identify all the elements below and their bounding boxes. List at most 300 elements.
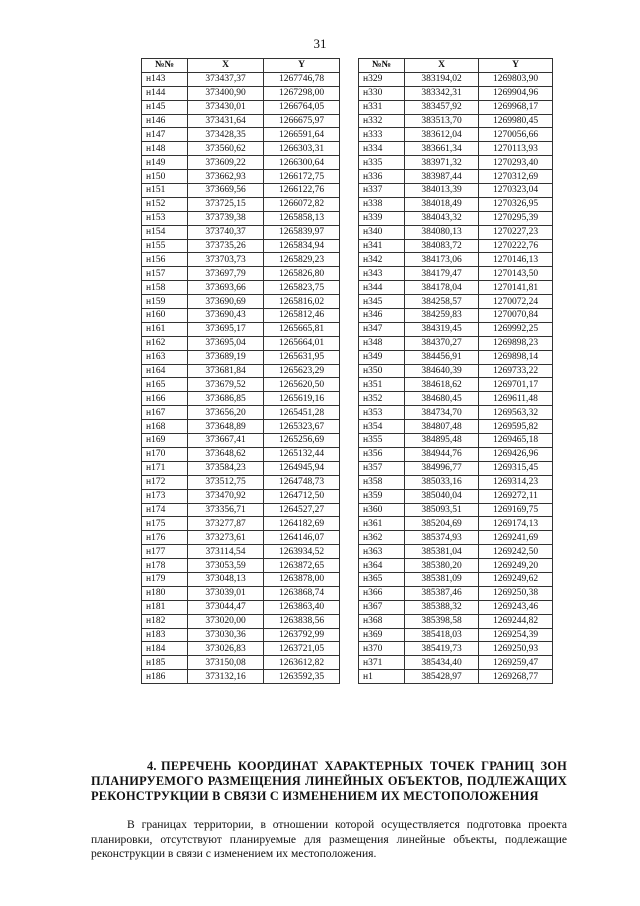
point-number-cell: н366 — [359, 586, 405, 600]
table-row — [359, 406, 553, 420]
y-coordinate-cell: 1270072,24 — [479, 295, 553, 309]
header-y: Y — [479, 59, 553, 73]
x-coordinate-cell: 373030,36 — [188, 628, 264, 642]
table-row — [142, 336, 340, 350]
table-row — [359, 447, 553, 461]
y-coordinate-cell: 1269259,47 — [479, 656, 553, 670]
y-coordinate-cell: 1263721,05 — [264, 642, 340, 656]
table-row — [359, 434, 553, 448]
point-number-cell: н331 — [359, 100, 405, 114]
table-header-row — [359, 59, 553, 73]
table-row — [142, 267, 340, 281]
x-coordinate-cell: 385093,51 — [405, 503, 479, 517]
point-number-cell: н338 — [359, 197, 405, 211]
y-coordinate-cell: 1269254,39 — [479, 628, 553, 642]
x-coordinate-cell: 383457,92 — [405, 100, 479, 114]
x-coordinate-cell: 385381,04 — [405, 545, 479, 559]
x-coordinate-cell: 385428,97 — [405, 670, 479, 684]
point-number-cell: н168 — [142, 420, 188, 434]
y-coordinate-cell: 1269898,14 — [479, 350, 553, 364]
table-row — [142, 586, 340, 600]
table-row — [359, 309, 553, 323]
point-number-cell: н334 — [359, 142, 405, 156]
point-number-cell: н365 — [359, 572, 405, 586]
section-heading — [91, 759, 567, 804]
y-coordinate-cell: 1270146,13 — [479, 253, 553, 267]
header-point-number: №№ — [359, 59, 405, 73]
y-coordinate-cell: 1269992,25 — [479, 322, 553, 336]
section-paragraph: В границах территории, в отношении которой осуществляется подготовка проекта планировки, отсутствуют планируемые для размещения линейные объекты, подлежащие реконструкции в связи с изменением их местоположения. — [91, 818, 567, 860]
x-coordinate-cell: 373512,75 — [188, 475, 264, 489]
point-number-cell: н360 — [359, 503, 405, 517]
point-number-cell: н356 — [359, 447, 405, 461]
table-row — [142, 670, 340, 684]
table-row — [142, 295, 340, 309]
table-row — [142, 309, 340, 323]
table-row — [359, 197, 553, 211]
point-number-cell: н155 — [142, 239, 188, 253]
x-coordinate-cell: 373609,22 — [188, 156, 264, 170]
table-row — [359, 503, 553, 517]
x-coordinate-cell: 385040,04 — [405, 489, 479, 503]
point-number-cell: н348 — [359, 336, 405, 350]
x-coordinate-cell: 373689,19 — [188, 350, 264, 364]
table-row — [359, 128, 553, 142]
x-coordinate-cell: 384944,76 — [405, 447, 479, 461]
x-coordinate-cell: 373740,37 — [188, 225, 264, 239]
x-coordinate-cell: 383987,44 — [405, 170, 479, 184]
x-coordinate-cell: 373273,61 — [188, 531, 264, 545]
table-row — [142, 128, 340, 142]
table-row — [142, 86, 340, 100]
y-coordinate-cell: 1265829,23 — [264, 253, 340, 267]
x-coordinate-cell: 385204,69 — [405, 517, 479, 531]
point-number-cell: н352 — [359, 392, 405, 406]
x-coordinate-cell: 384018,49 — [405, 197, 479, 211]
y-coordinate-cell: 1269169,75 — [479, 503, 553, 517]
point-number-cell: н178 — [142, 559, 188, 573]
table-row — [359, 670, 553, 684]
table-row — [142, 406, 340, 420]
x-coordinate-cell: 373431,64 — [188, 114, 264, 128]
y-coordinate-cell: 1270323,04 — [479, 184, 553, 198]
point-number-cell: н342 — [359, 253, 405, 267]
x-coordinate-cell: 373703,73 — [188, 253, 264, 267]
point-number-cell: н167 — [142, 406, 188, 420]
y-coordinate-cell: 1270312,69 — [479, 170, 553, 184]
y-coordinate-cell: 1265623,29 — [264, 364, 340, 378]
x-coordinate-cell: 373150,08 — [188, 656, 264, 670]
table-row — [359, 225, 553, 239]
table-row — [142, 572, 340, 586]
x-coordinate-cell: 373026,83 — [188, 642, 264, 656]
x-coordinate-cell: 384680,45 — [405, 392, 479, 406]
point-number-cell: н165 — [142, 378, 188, 392]
point-number-cell: н362 — [359, 531, 405, 545]
table-row — [359, 475, 553, 489]
table-row — [359, 364, 553, 378]
table-row — [359, 642, 553, 656]
y-coordinate-cell: 1270295,39 — [479, 211, 553, 225]
point-number-cell: н161 — [142, 322, 188, 336]
point-number-cell: н355 — [359, 434, 405, 448]
section-number: 4. — [147, 759, 157, 773]
table-row — [142, 461, 340, 475]
point-number-cell: н339 — [359, 211, 405, 225]
y-coordinate-cell: 1263792,99 — [264, 628, 340, 642]
y-coordinate-cell: 1269249,20 — [479, 559, 553, 573]
point-number-cell: н174 — [142, 503, 188, 517]
y-coordinate-cell: 1269268,77 — [479, 670, 553, 684]
x-coordinate-cell: 373560,62 — [188, 142, 264, 156]
header-point-number: №№ — [142, 59, 188, 73]
table-row — [359, 656, 553, 670]
y-coordinate-cell: 1269174,13 — [479, 517, 553, 531]
x-coordinate-cell: 373681,84 — [188, 364, 264, 378]
point-number-cell: н337 — [359, 184, 405, 198]
header-x: X — [405, 59, 479, 73]
x-coordinate-cell: 384370,27 — [405, 336, 479, 350]
y-coordinate-cell: 1270222,76 — [479, 239, 553, 253]
table-row — [359, 239, 553, 253]
x-coordinate-cell: 373039,01 — [188, 586, 264, 600]
y-coordinate-cell: 1269465,18 — [479, 434, 553, 448]
x-coordinate-cell: 373584,23 — [188, 461, 264, 475]
y-coordinate-cell: 1265858,13 — [264, 211, 340, 225]
x-coordinate-cell: 373662,93 — [188, 170, 264, 184]
table-row — [142, 489, 340, 503]
x-coordinate-cell: 373356,71 — [188, 503, 264, 517]
point-number-cell: н340 — [359, 225, 405, 239]
point-number-cell: н146 — [142, 114, 188, 128]
point-number-cell: н335 — [359, 156, 405, 170]
y-coordinate-cell: 1265812,46 — [264, 309, 340, 323]
y-coordinate-cell: 1270326,95 — [479, 197, 553, 211]
point-number-cell: н367 — [359, 600, 405, 614]
point-number-cell: н156 — [142, 253, 188, 267]
x-coordinate-cell: 373725,15 — [188, 197, 264, 211]
table-row — [142, 72, 340, 86]
table-row — [142, 253, 340, 267]
x-coordinate-cell: 373695,17 — [188, 322, 264, 336]
table-row — [142, 350, 340, 364]
point-number-cell: н169 — [142, 434, 188, 448]
y-coordinate-cell: 1269250,38 — [479, 586, 553, 600]
y-coordinate-cell: 1266591,64 — [264, 128, 340, 142]
x-coordinate-cell: 373690,43 — [188, 309, 264, 323]
y-coordinate-cell: 1270293,40 — [479, 156, 553, 170]
y-coordinate-cell: 1270141,81 — [479, 281, 553, 295]
table-row — [142, 628, 340, 642]
table-row — [142, 614, 340, 628]
point-number-cell: н153 — [142, 211, 188, 225]
x-coordinate-cell: 384640,39 — [405, 364, 479, 378]
y-coordinate-cell: 1264945,94 — [264, 461, 340, 475]
y-coordinate-cell: 1270056,66 — [479, 128, 553, 142]
point-number-cell: н163 — [142, 350, 188, 364]
x-coordinate-cell: 373277,87 — [188, 517, 264, 531]
coordinates-table-left — [141, 58, 340, 684]
point-number-cell: н182 — [142, 614, 188, 628]
x-coordinate-cell: 373428,35 — [188, 128, 264, 142]
point-number-cell: н171 — [142, 461, 188, 475]
point-number-cell: н164 — [142, 364, 188, 378]
x-coordinate-cell: 373048,13 — [188, 572, 264, 586]
point-number-cell: н336 — [359, 170, 405, 184]
y-coordinate-cell: 1264748,73 — [264, 475, 340, 489]
y-coordinate-cell: 1265451,28 — [264, 406, 340, 420]
point-number-cell: н181 — [142, 600, 188, 614]
point-number-cell: н346 — [359, 309, 405, 323]
y-coordinate-cell: 1265619,16 — [264, 392, 340, 406]
table-row — [359, 378, 553, 392]
y-coordinate-cell: 1264182,69 — [264, 517, 340, 531]
table-header-row — [142, 59, 340, 73]
x-coordinate-cell: 373686,85 — [188, 392, 264, 406]
table-row — [142, 656, 340, 670]
point-number-cell: н147 — [142, 128, 188, 142]
y-coordinate-cell: 1265256,69 — [264, 434, 340, 448]
table-row — [359, 489, 553, 503]
section-body — [91, 818, 567, 862]
table-row — [142, 225, 340, 239]
x-coordinate-cell: 373739,38 — [188, 211, 264, 225]
table-row — [142, 434, 340, 448]
y-coordinate-cell: 1266300,64 — [264, 156, 340, 170]
point-number-cell: н166 — [142, 392, 188, 406]
table-row — [142, 600, 340, 614]
y-coordinate-cell: 1269315,45 — [479, 461, 553, 475]
table-row — [359, 72, 553, 86]
y-coordinate-cell: 1269243,46 — [479, 600, 553, 614]
y-coordinate-cell: 1269563,32 — [479, 406, 553, 420]
point-number-cell: н150 — [142, 170, 188, 184]
x-coordinate-cell: 385380,20 — [405, 559, 479, 573]
table-row — [359, 114, 553, 128]
y-coordinate-cell: 1269611,48 — [479, 392, 553, 406]
x-coordinate-cell: 383342,31 — [405, 86, 479, 100]
point-number-cell: н173 — [142, 489, 188, 503]
point-number-cell: н186 — [142, 670, 188, 684]
x-coordinate-cell: 385374,93 — [405, 531, 479, 545]
table-row — [142, 378, 340, 392]
point-number-cell: н170 — [142, 447, 188, 461]
y-coordinate-cell: 1270143,50 — [479, 267, 553, 281]
point-number-cell: н183 — [142, 628, 188, 642]
y-coordinate-cell: 1269241,69 — [479, 531, 553, 545]
point-number-cell: н1 — [359, 670, 405, 684]
y-coordinate-cell: 1270113,93 — [479, 142, 553, 156]
y-coordinate-cell: 1269803,90 — [479, 72, 553, 86]
table-row — [359, 267, 553, 281]
point-number-cell: н159 — [142, 295, 188, 309]
x-coordinate-cell: 384734,70 — [405, 406, 479, 420]
point-number-cell: н364 — [359, 559, 405, 573]
x-coordinate-cell: 384013,39 — [405, 184, 479, 198]
point-number-cell: н357 — [359, 461, 405, 475]
y-coordinate-cell: 1269968,17 — [479, 100, 553, 114]
table-row — [359, 253, 553, 267]
table-row — [359, 156, 553, 170]
table-row — [142, 392, 340, 406]
x-coordinate-cell: 373695,04 — [188, 336, 264, 350]
x-coordinate-cell: 373735,26 — [188, 239, 264, 253]
x-coordinate-cell: 385381,09 — [405, 572, 479, 586]
x-coordinate-cell: 384618,62 — [405, 378, 479, 392]
point-number-cell: н185 — [142, 656, 188, 670]
y-coordinate-cell: 1269244,82 — [479, 614, 553, 628]
table-row — [359, 559, 553, 573]
point-number-cell: н180 — [142, 586, 188, 600]
x-coordinate-cell: 385434,40 — [405, 656, 479, 670]
table-row — [359, 586, 553, 600]
point-number-cell: н177 — [142, 545, 188, 559]
point-number-cell: н143 — [142, 72, 188, 86]
x-coordinate-cell: 373114,54 — [188, 545, 264, 559]
y-coordinate-cell: 1269250,93 — [479, 642, 553, 656]
y-coordinate-cell: 1264527,27 — [264, 503, 340, 517]
table-row — [142, 142, 340, 156]
y-coordinate-cell: 1266172,75 — [264, 170, 340, 184]
table-row — [142, 170, 340, 184]
y-coordinate-cell: 1265834,94 — [264, 239, 340, 253]
x-coordinate-cell: 384319,45 — [405, 322, 479, 336]
y-coordinate-cell: 1269701,17 — [479, 378, 553, 392]
y-coordinate-cell: 1265132,44 — [264, 447, 340, 461]
y-coordinate-cell: 1269314,23 — [479, 475, 553, 489]
point-number-cell: н361 — [359, 517, 405, 531]
table-row — [142, 545, 340, 559]
x-coordinate-cell: 384895,48 — [405, 434, 479, 448]
y-coordinate-cell: 1264146,07 — [264, 531, 340, 545]
point-number-cell: н154 — [142, 225, 188, 239]
x-coordinate-cell: 373679,52 — [188, 378, 264, 392]
y-coordinate-cell: 1267746,78 — [264, 72, 340, 86]
y-coordinate-cell: 1263838,56 — [264, 614, 340, 628]
x-coordinate-cell: 373648,89 — [188, 420, 264, 434]
table-row — [359, 572, 553, 586]
x-coordinate-cell: 384178,04 — [405, 281, 479, 295]
point-number-cell: н370 — [359, 642, 405, 656]
point-number-cell: н344 — [359, 281, 405, 295]
y-coordinate-cell: 1265620,50 — [264, 378, 340, 392]
table-row — [359, 350, 553, 364]
y-coordinate-cell: 1266122,76 — [264, 184, 340, 198]
point-number-cell: н333 — [359, 128, 405, 142]
table-row — [142, 156, 340, 170]
table-row — [359, 100, 553, 114]
point-number-cell: н329 — [359, 72, 405, 86]
point-number-cell: н148 — [142, 142, 188, 156]
x-coordinate-cell: 373430,01 — [188, 100, 264, 114]
point-number-cell: н371 — [359, 656, 405, 670]
x-coordinate-cell: 384179,47 — [405, 267, 479, 281]
x-coordinate-cell: 373697,79 — [188, 267, 264, 281]
y-coordinate-cell: 1270227,23 — [479, 225, 553, 239]
point-number-cell: н343 — [359, 267, 405, 281]
point-number-cell: н160 — [142, 309, 188, 323]
table-row — [142, 642, 340, 656]
table-row — [359, 545, 553, 559]
y-coordinate-cell: 1264712,50 — [264, 489, 340, 503]
point-number-cell: н330 — [359, 86, 405, 100]
table-row — [142, 100, 340, 114]
y-coordinate-cell: 1270070,84 — [479, 309, 553, 323]
table-row — [142, 475, 340, 489]
point-number-cell: н145 — [142, 100, 188, 114]
x-coordinate-cell: 373053,59 — [188, 559, 264, 573]
x-coordinate-cell: 385387,46 — [405, 586, 479, 600]
y-coordinate-cell: 1263934,52 — [264, 545, 340, 559]
x-coordinate-cell: 383194,02 — [405, 72, 479, 86]
point-number-cell: н345 — [359, 295, 405, 309]
point-number-cell: н157 — [142, 267, 188, 281]
coordinates-table-right — [358, 58, 553, 684]
y-coordinate-cell: 1269272,11 — [479, 489, 553, 503]
table-row — [142, 531, 340, 545]
table-row — [142, 197, 340, 211]
y-coordinate-cell: 1266675,97 — [264, 114, 340, 128]
y-coordinate-cell: 1269980,45 — [479, 114, 553, 128]
y-coordinate-cell: 1269904,96 — [479, 86, 553, 100]
table-row — [142, 447, 340, 461]
point-number-cell: н369 — [359, 628, 405, 642]
table-row — [359, 461, 553, 475]
x-coordinate-cell: 373648,62 — [188, 447, 264, 461]
point-number-cell: н368 — [359, 614, 405, 628]
x-coordinate-cell: 373400,90 — [188, 86, 264, 100]
x-coordinate-cell: 373470,92 — [188, 489, 264, 503]
point-number-cell: н176 — [142, 531, 188, 545]
x-coordinate-cell: 384259,83 — [405, 309, 479, 323]
x-coordinate-cell: 384996,77 — [405, 461, 479, 475]
point-number-cell: н152 — [142, 197, 188, 211]
x-coordinate-cell: 384080,13 — [405, 225, 479, 239]
table-row — [142, 239, 340, 253]
y-coordinate-cell: 1269249,62 — [479, 572, 553, 586]
table-row — [359, 295, 553, 309]
table-row — [359, 281, 553, 295]
y-coordinate-cell: 1263878,00 — [264, 572, 340, 586]
y-coordinate-cell: 1267298,00 — [264, 86, 340, 100]
y-coordinate-cell: 1265323,67 — [264, 420, 340, 434]
point-number-cell: н349 — [359, 350, 405, 364]
table-row — [142, 503, 340, 517]
x-coordinate-cell: 384173,06 — [405, 253, 479, 267]
table-row — [359, 420, 553, 434]
point-number-cell: н158 — [142, 281, 188, 295]
point-number-cell: н172 — [142, 475, 188, 489]
page-number: 31 — [313, 36, 327, 51]
x-coordinate-cell: 383661,34 — [405, 142, 479, 156]
table-row — [359, 600, 553, 614]
y-coordinate-cell: 1263592,35 — [264, 670, 340, 684]
y-coordinate-cell: 1265664,01 — [264, 336, 340, 350]
point-number-cell: н149 — [142, 156, 188, 170]
x-coordinate-cell: 384083,72 — [405, 239, 479, 253]
x-coordinate-cell: 373669,56 — [188, 184, 264, 198]
y-coordinate-cell: 1265816,02 — [264, 295, 340, 309]
y-coordinate-cell: 1269898,23 — [479, 336, 553, 350]
x-coordinate-cell: 383513,70 — [405, 114, 479, 128]
y-coordinate-cell: 1269733,22 — [479, 364, 553, 378]
y-coordinate-cell: 1266764,05 — [264, 100, 340, 114]
x-coordinate-cell: 373020,00 — [188, 614, 264, 628]
table-row — [359, 336, 553, 350]
x-coordinate-cell: 384043,32 — [405, 211, 479, 225]
table-row — [359, 184, 553, 198]
table-row — [142, 420, 340, 434]
